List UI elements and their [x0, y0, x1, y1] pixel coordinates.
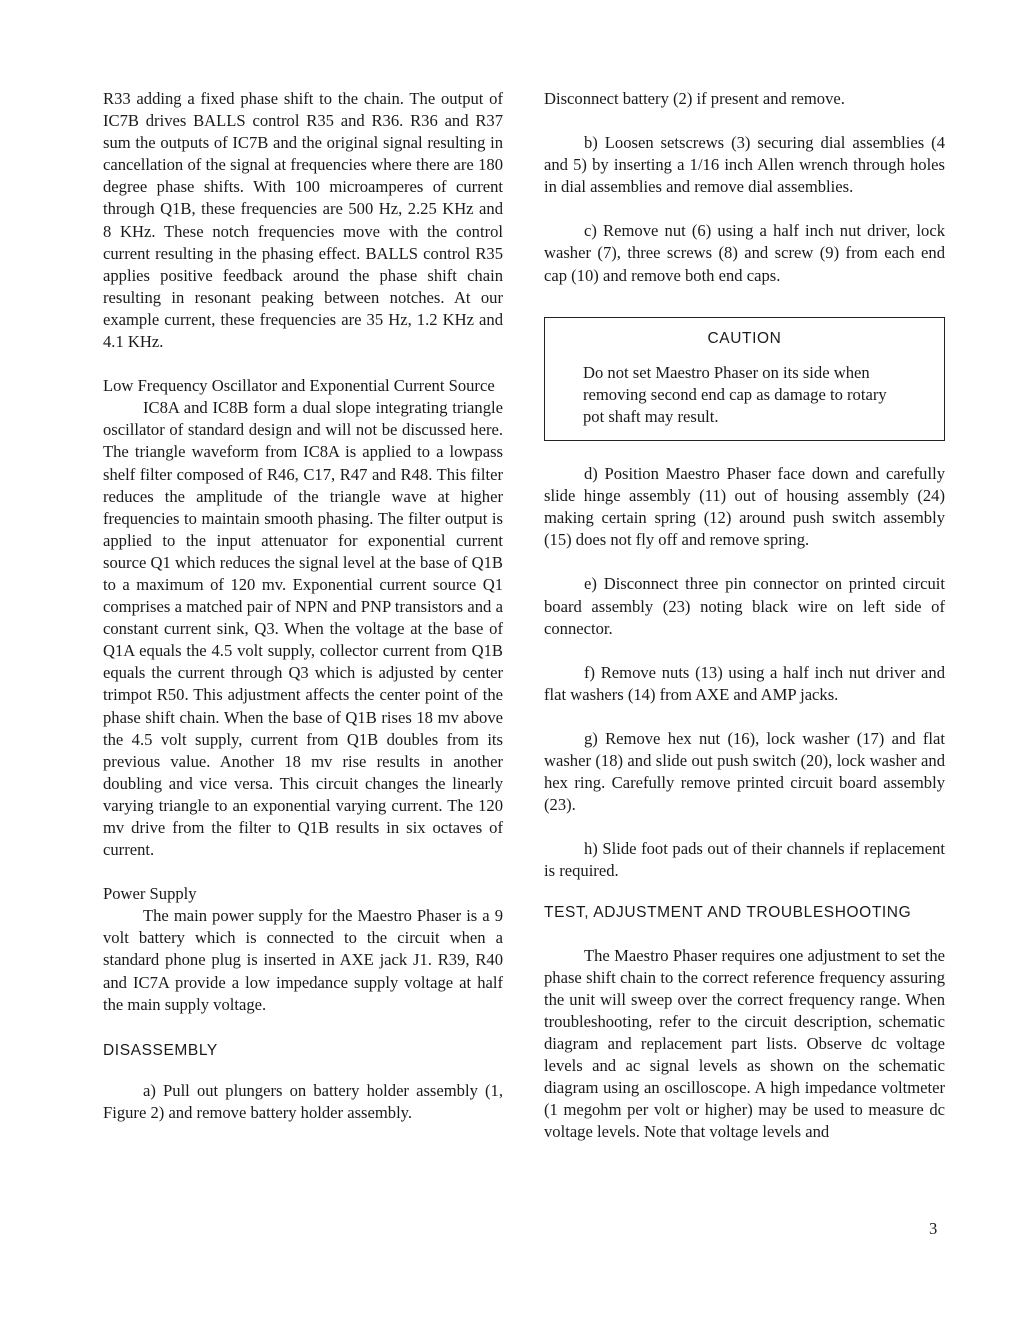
disassembly-step-g: g) Remove hex nut (16), lock washer (17) and flat washer (18) and slide out push switch (20), lock washer and hex ring. Carefully remove printed circuit board assembly (23).	[544, 728, 945, 815]
disassembly-step-h: h) Slide foot pads out of their channels if replacement is required.	[544, 839, 945, 881]
caution-box	[544, 317, 945, 441]
disassembly-step-c: c) Remove nut (6) using a half inch nut driver, lock washer (7), three screws (8) and screw (9) from each end cap (10) and remove both end caps.	[544, 221, 945, 285]
disassembly-step-e: e) Disconnect three pin connector on printed circuit board assembly (23) noting black wire on left side of connector.	[544, 574, 945, 638]
disassembly-step-d: d) Position Maestro Phaser face down and carefully slide hinge assembly (11) out of housing assembly (24) making certain spring (12) around push switch assembly (15) does not fly off and remove spring.	[544, 464, 945, 550]
lfo-heading: Low Frequency Oscillator and Exponential Current Source	[103, 376, 495, 396]
caution-title: CAUTION	[707, 329, 782, 347]
left-column	[103, 88, 503, 1124]
power-supply-paragraph: The main power supply for the Maestro Phaser is a 9 volt battery which is connected to the circuit when a standard phone plug is inserted in AXE jack J1. R39, R40 and IC7A provide a low impedance supply voltage at half the main supply voltage.	[103, 906, 503, 1014]
disassembly-step-b: b) Loosen setscrews (3) securing dial assemblies (4 and 5) by inserting a 1/16 inch Allen wrench through holes in dial assemblies and remove dial assemblies.	[544, 133, 945, 197]
disassembly-step-a: a) Pull out plungers on battery holder assembly (1, Figure 2) and remove battery holder assembly.	[103, 1080, 503, 1122]
lfo-paragraph: IC8A and IC8B form a dual slope integrating triangle oscillator of standard design and will not be discussed here. The triangle waveform from IC8A is applied to a lowpass shelf filter composed of R46, C17, R47 and R48. This filter reduces the amplitude of the triangle wave at higher frequencies to maintain smooth phasing. The filter output is applied to the input attenuator for exponential current source Q1 which reduces the signal level at the base of Q1B to a maximum of 120 mv. Exponential current source Q1 comprises a matched pair of NPN and PNP transistors and a constant current sink, Q3. When the voltage at the base of Q1A equals the 4.5 volt supply, collector current from Q1B equals the current through Q3 which is adjusted by center trimpot R50. This adjustment affects the center point of the phase shift chain. When the base of Q1B rises 18 mv above the 4.5 volt supply, current from Q1B doubles from its previous value. Another 18 mv rise results in another doubling and vice versa. This circuit changes the linearly varying triangle to an exponential varying current. The 120 mv drive from the filter to Q1B results in six octaves of current.	[103, 398, 503, 860]
test-adjustment-paragraph: The Maestro Phaser requires one adjustment to set the phase shift chain to the correct reference frequency assuring the unit will sweep over the correct frequency range. When troubleshooting, refer to the circuit description, schematic diagram and replacement part lists. Observe dc voltage levels and ac signal levels as shown on the schematic diagram using an oscilloscope. A high impedance voltmeter (1 megohm per volt or higher) may be used to measure dc voltage levels. Note that voltage levels and	[544, 945, 945, 1142]
page-number: 3	[929, 1219, 938, 1238]
disassembly-heading: DISASSEMBLY	[103, 1041, 218, 1059]
test-adjustment-heading: TEST, ADJUSTMENT AND TROUBLESHOOTING	[544, 904, 912, 922]
disassembly-step-f: f) Remove nuts (13) using a half inch nut driver and flat washers (14) from AXE and AMP jacks.	[544, 662, 945, 704]
right-column	[544, 88, 945, 1143]
disassembly-step-a-continued: Disconnect battery (2) if present and remove.	[544, 89, 845, 108]
circuit-description-paragraph: R33 adding a fixed phase shift to the chain. The output of IC7B drives BALLS control R35 and R36. R36 and R37 sum the outputs of IC7B and the original signal resulting in cancellation of the signal at frequencies where there are 180 degree phase shifts. With 100 microamperes of current through Q1B, these frequencies are 500 Hz, 2.25 KHz and 8 KHz. These notch frequencies move with the control current resulting in the phasing effect. BALLS control R35 applies positive feedback around the phase shift chain resulting in resonant peaking between notches. At our example current, these frequencies are 35 Hz, 1.2 KHz and 4.1 KHz.	[103, 89, 503, 352]
caution-text: Do not set Maestro Phaser on its side when removing second end cap as damage to rotary pot shaft may result.	[583, 362, 887, 426]
power-supply-heading: Power Supply	[103, 884, 197, 904]
